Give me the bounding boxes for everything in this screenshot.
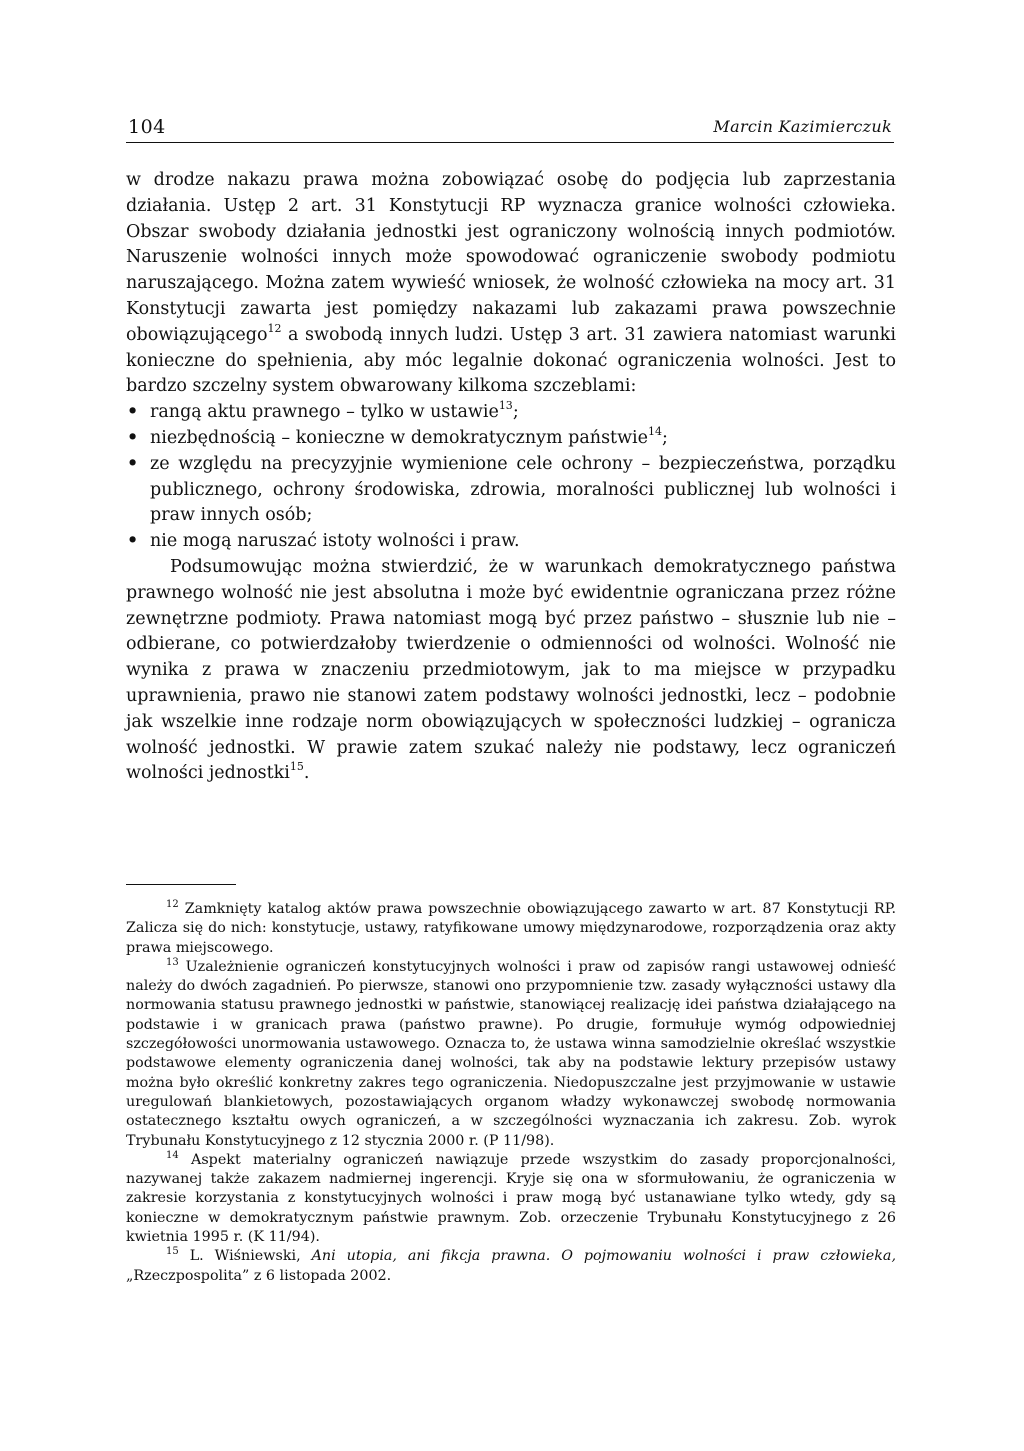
paragraph-text: w drodze nakazu prawa można zobowiązać osobę do podjęcia lub zaprzestania działania. Ustęp 2 art. 31 Konstytucji RP wyznacza granice wolności człowieka. Obszar swobody działania jednostki jest ograniczony wolnością innych podmiotów. Naruszenie wolności innych może spowodować ograniczenie swobody podmiotu naruszającego. Można zatem wywieść wniosek, że wolność człowieka na mocy art. 31 Konstytucji zawarta jest pomiędzy nakazami lub zakazami prawa powszechnie obowiązującego [126, 170, 896, 345]
list-item-text: ze względu na precyzyjnie wymienione cele ochrony – bezpieczeństwa, porządku publicznego, ochrony środowiska, zdrowia, moralności publicznej lub wolności i praw innych osób; [150, 453, 896, 526]
footnote-number: 14 [166, 1149, 179, 1161]
footnote-ref[interactable]: 14 [648, 424, 663, 438]
footnote-title: Ani utopia, ani fikcja prawna. O pojmowaniu wolności i praw człowieka, [311, 1248, 897, 1265]
footnote-number: 15 [166, 1246, 179, 1258]
running-head-author: Marcin Kazimierczuk [713, 117, 892, 136]
list-item [126, 529, 896, 555]
list-item [126, 452, 896, 529]
footnote-number: 13 [166, 956, 179, 968]
list-item [126, 400, 896, 426]
bullet-icon: • [127, 453, 139, 474]
footnote-author: L. Wiśniewski, [189, 1248, 312, 1265]
main-text [126, 168, 896, 787]
footnote-text: Aspekt materialny ograniczeń nawiązuje przede wszystkim do zasady proporcjonalności, nazywanej także zakazem nadmiernej ingerencji. Kryje się ona w sformułowaniu, że ograniczenia w zakresie korzystania z konstytucyjnych wolności i praw mogą być ustanawiane tylko wtedy, gdy są konieczne w demokratycznym państwie prawnym. Zob. orzeczenie Trybunału Konstytucyjnego z 26 kwietnia 1995 r. (K 11/94). [126, 1151, 896, 1246]
list-item-punct: ; [512, 402, 519, 423]
paragraph-text: a swobodą innych ludzi. Ustęp 3 art. 31 zawiera natomiast warunki konieczne do spełnienia, aby móc legalnie dokonać ograniczenia wolności. Jest to bardzo szczelny system obwarowany kilkoma szczeblami: [126, 324, 896, 397]
footnote-ref[interactable]: 12 [267, 321, 282, 335]
footnote-number: 12 [166, 899, 179, 910]
footnote-source: „Rzeczpospolita” z 6 listopada 2002. [126, 1267, 392, 1284]
footnote [126, 900, 896, 958]
footnote-text: Uzależnienie ograniczeń konstytucyjnych wolności i praw od zapisów rangi ustawowej odnieść należy do dwóch zagadnień. Po pierwsze, stanowi ono przypomnienie tzw. zasady wyłączności ustawy dla normowania statusu prawnego jednostki w państwie, stanowiącej realizację idei państwa działającego na podstawie i w granicach prawa (państwo prawne). Po drugie, formułuje wymóg odpowiedniej szczegółowości unormowania ustawowego. Oznacza to, że ustawa winna samodzielnie określać wszystkie podstawowe elementy ograniczenia danej wolności, tak aby na podstawie lektury przepisów ustawy można było określić konkretny zakres tego ograniczenia. Niedopuszczalne jest przyjmowanie w ustawie uregulowań blankietowych, pozostawiających organom władzy wykonawczej swobodę normowania ostatecznego kształtu owych ograniczeń, a w szczególności wyznaczania ich zakresu. Zob. wyrok Trybunału Konstytucyjnego z 12 stycznia 2000 r. (P 11/98). [126, 958, 896, 1149]
bullet-icon: • [127, 427, 139, 448]
footnote-divider [126, 884, 236, 885]
list-item [126, 426, 896, 452]
paragraph [126, 168, 896, 400]
list-item-text: rangą aktu prawnego – tylko w ustawie [150, 402, 499, 423]
footnote-text: Zamknięty katalog aktów prawa powszechnie obowiązującego zawarto w art. 87 Konstytucji RP. Zalicza się do nich: konstytucje, ustawy, ratyfikowane umowy międzynarodowe, rozporządzenia oraz akty prawa miejscowego. [126, 901, 897, 956]
footnote [126, 1247, 896, 1286]
paragraph [126, 555, 896, 787]
page-number: 104 [128, 116, 166, 138]
footnote [126, 1151, 896, 1247]
bullet-icon: • [127, 531, 139, 552]
footnote [126, 958, 896, 1151]
bullet-icon: • [127, 402, 139, 423]
paragraph-text: . [303, 763, 310, 784]
list-item-text: nie mogą naruszać istoty wolności i praw. [150, 531, 520, 552]
list-item-punct: ; [662, 427, 668, 448]
bullet-list [126, 400, 896, 555]
paragraph-text: Podsumowując można stwierdzić, że w warunkach demokratycznego państwa prawnego wolność nie jest absolutna i może być ewidentnie ograniczana przez różne zewnętrzne podmioty. Prawa natomiast mogą być przez państwo – słusznie lub nie – odbierane, co potwierdzałoby twierdzenie o odmienności od wolności. Wolność nie wynika z prawa w znaczeniu przedmiotowym, jak to ma miejsce w przypadku uprawnienia, prawo nie stanowi zatem podstawy wolności jednostki, lecz – podobnie jak wszelkie inne rodzaje norm obowiązujących w społeczności ludzkiej – ogranicza wolność jednostki. W prawie zatem szukać należy nie podstawy, lecz ograniczeń wolności jednostki [126, 556, 896, 784]
footnote-ref[interactable]: 15 [289, 760, 304, 774]
footnotes [126, 900, 896, 1286]
footnote-ref[interactable]: 13 [498, 399, 513, 413]
list-item-text: niezbędnością – konieczne w demokratycznym państwie [150, 427, 649, 448]
running-head [126, 116, 894, 143]
